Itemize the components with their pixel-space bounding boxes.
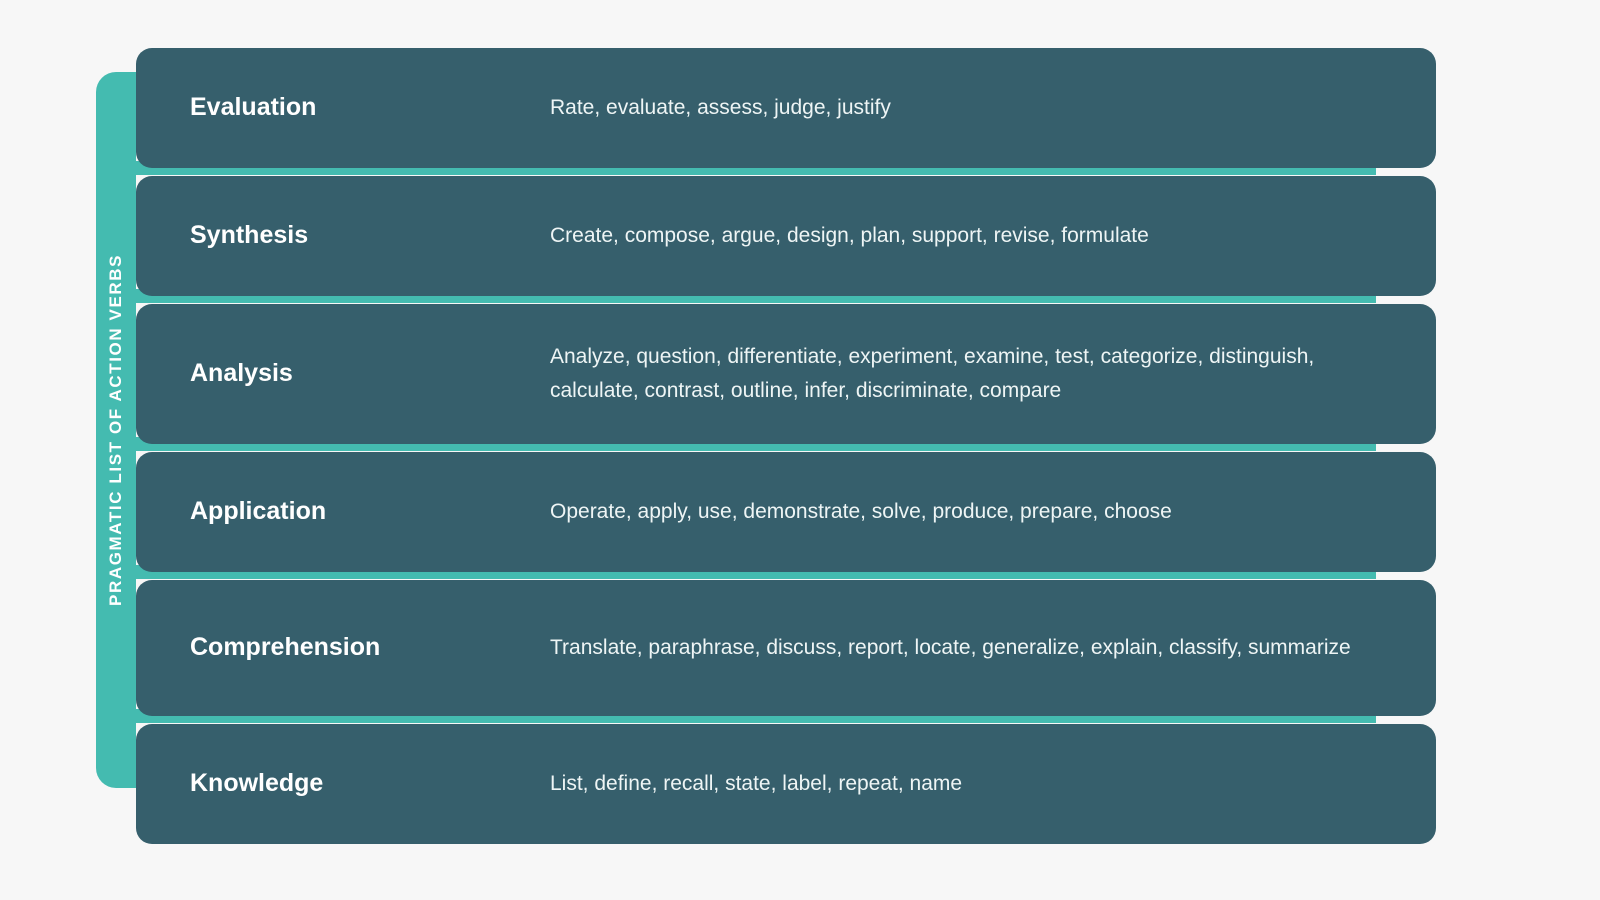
taxonomy-row-knowledge <box>136 724 1436 844</box>
row-verbs: Rate, evaluate, assess, judge, justify <box>550 95 891 119</box>
row-verbs: Create, compose, argue, design, plan, support, revise, formulate <box>550 223 1149 247</box>
row-title: Knowledge <box>190 769 324 798</box>
taxonomy-row-application <box>136 452 1436 572</box>
taxonomy-row-synthesis <box>136 176 1436 296</box>
taxonomy-row-list <box>136 48 1436 852</box>
row-title: Application <box>190 497 327 526</box>
row-title: Comprehension <box>190 633 381 662</box>
taxonomy-row-analysis <box>136 304 1436 444</box>
taxonomy-row-evaluation <box>136 48 1436 168</box>
row-title: Analysis <box>190 359 293 388</box>
row-verbs: Translate, paraphrase, discuss, report, locate, generalize, explain, classify, summarize <box>550 635 1351 659</box>
taxonomy-row-comprehension <box>136 580 1436 716</box>
row-verbs: Analyze, question, differentiate, experiment, examine, test, categorize, distinguish, calculate, contrast, outline, infer, discriminate, compare <box>550 344 1315 402</box>
row-title: Synthesis <box>190 221 309 250</box>
row-title: Evaluation <box>190 93 317 122</box>
row-verbs: List, define, recall, state, label, repeat, name <box>550 771 963 795</box>
row-verbs: Operate, apply, use, demonstrate, solve, produce, prepare, choose <box>550 499 1172 523</box>
vertical-spine-label: PRAGMATIC LIST OF ACTION VERBS <box>106 253 125 607</box>
